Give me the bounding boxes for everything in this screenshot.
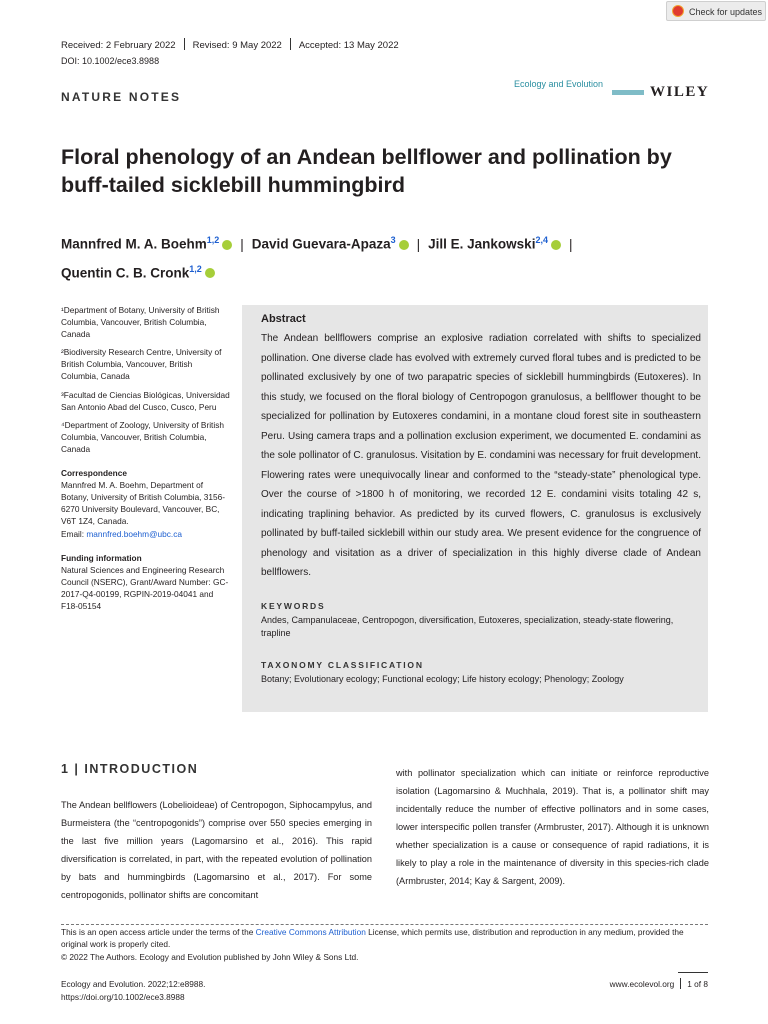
affiliation: ¹Department of Botany, University of British Columbia, Vancouver, British Columbia, Canada bbox=[61, 305, 220, 340]
divider bbox=[680, 978, 681, 989]
check-for-updates-button[interactable]: Check for updates bbox=[666, 1, 766, 21]
copyright: © 2022 The Authors. Ecology and Evolution published by John Wiley & Sons Ltd. bbox=[61, 951, 359, 962]
page-number: 1 of 8 bbox=[687, 979, 708, 989]
funding-heading: Funding information bbox=[61, 552, 142, 563]
keywords-heading: KEYWORDS bbox=[261, 600, 326, 611]
article-title: Floral phenology of an Andean bellflower and pollination by buff-tailed sicklebill hummingbird bbox=[61, 145, 672, 197]
footer-right bbox=[610, 978, 708, 989]
open-access-mark bbox=[612, 90, 644, 95]
abstract-text: The Andean bellflowers comprise an explosive radiation correlated with shifts to specialized pollination. One diverse clade has evolved with extremely curved floral tubes and is predicted to be pollinated exclusively by one of two parapatric species of sicklebill hummingbirds (Eutoxeres). In this study, we focused on the floral biology of Centropogon granulosus, a bellflower thought to be specialized for pollination by Eutoxeres condamini, in a montane cloud forest site in southeastern Peru. Using camera traps and a pollination exclusion experiment, we documented E. condamini as the sole pollinator of C. granulosus. Visitation by E. condamini was necessary for fruit development. Flowering rates were unequivocally linear and conformed to the “steady-state” phenological type. Over the course of >1800 h of monitoring, we recorded 12 E. condamini visits totaling 42 s, indicating traplining behavior. As predicted by its curved flowers, C. granulosus is exclusively pollinated by buff-tailed sicklebill within our study area. We present evidence for the congruence of phenology and visitation as a driver of specialization in this highly diverse clade of Andean bellflowers. bbox=[261, 333, 701, 578]
orcid-icon[interactable] bbox=[399, 240, 409, 250]
email-link[interactable]: mannfred.boehm@ubc.ca bbox=[86, 528, 182, 539]
accepted-date: Accepted: 13 May 2022 bbox=[298, 40, 399, 51]
received-date: Received: 2 February 2022 bbox=[61, 40, 176, 51]
author-affiliation-ref[interactable]: 2,4 bbox=[535, 235, 548, 245]
author-name[interactable]: Quentin C. B. Cronk bbox=[61, 265, 190, 280]
publisher-logo: WILEY bbox=[650, 84, 710, 100]
divider bbox=[290, 38, 291, 50]
author-affiliation-ref[interactable]: 1,2 bbox=[189, 263, 202, 274]
correspondence-heading: Correspondence bbox=[61, 468, 127, 479]
section-heading: 1 | INTRODUCTION bbox=[61, 762, 199, 776]
author-name[interactable]: David Guevara-Apaza bbox=[251, 236, 391, 252]
affiliation: ⁴Department of Zoology, University of British Columbia, Vancouver, British Columbia, Canada bbox=[61, 419, 224, 454]
abstract-heading: Abstract bbox=[261, 313, 306, 325]
footer-rule bbox=[678, 972, 708, 973]
affiliation: ²Biodiversity Research Centre, University of British Columbia, Vancouver, British Columbia, Canada bbox=[61, 347, 222, 382]
divider: | bbox=[416, 236, 421, 252]
journal-logo: Ecology and Evolution bbox=[514, 79, 604, 89]
revised-date: Revised: 9 May 2022 bbox=[192, 40, 282, 51]
crossmark-icon bbox=[672, 5, 684, 17]
cc-license-link[interactable]: Creative Commons Attribution bbox=[255, 927, 366, 937]
correspondence-email-line: Email: mannfred.boehm@ubc.ca bbox=[61, 528, 182, 539]
keywords: Andes, Campanulaceae, Centropogon, diversification, Eutoxeres, specialization, steady-state flowering, trapline bbox=[261, 614, 674, 638]
article-dates bbox=[61, 38, 399, 51]
orcid-icon[interactable] bbox=[205, 268, 215, 278]
footer-citation bbox=[61, 978, 205, 1003]
doi-url[interactable]: https://doi.org/10.1002/ece3.8988 bbox=[61, 991, 185, 1002]
divider: | bbox=[240, 236, 244, 252]
journal-site-link[interactable]: www.ecolevol.org bbox=[609, 979, 675, 989]
intro-column-2: with pollinator specialization which can initiate or reinforce reproductive isolation (Lagomarsino & Muchhala, 2019). That is, a pollinator shift may incidentally reduce the number of effective pollinators and in some cases, lower interspecific pollen transfer (Armbruster, 2017). Although it is unknown whether specialization is a cause or consequence of rapid radiations, it is likely to play a role in the maintenance of diversity in this species-rich clade (Armbruster, 2014; Kay & Sargent, 2009). bbox=[396, 768, 709, 886]
author-name[interactable]: Jill E. Jankowski bbox=[428, 236, 536, 252]
divider: | bbox=[568, 236, 573, 252]
author-affiliation-ref[interactable]: 1,2 bbox=[206, 235, 220, 245]
author-affiliation-ref[interactable]: 3 bbox=[390, 235, 396, 245]
orcid-icon[interactable] bbox=[222, 240, 232, 250]
abstract-content bbox=[261, 313, 701, 686]
affiliation: ³Facultad de Ciencias Biológicas, Universidad San Antonio Abad del Cusco, Cusco, Peru bbox=[61, 389, 230, 412]
section-label: NATURE NOTES bbox=[61, 90, 182, 104]
taxonomy-heading: TAXONOMY CLASSIFICATION bbox=[261, 659, 424, 670]
correspondence-text: Mannfred M. A. Boehm, Department of Botany, University of British Columbia, 3156-6270 University Boulevard, Vancouver, BC, V6T 1Z4, Canada. bbox=[61, 480, 226, 527]
orcid-icon[interactable] bbox=[551, 240, 561, 250]
affiliations-column bbox=[61, 304, 231, 612]
funding-text: Natural Sciences and Engineering Research Council (NSERC), Grant/Award Number: GC-2017-Q4-00199, RGPIN-2019-04041 and F18-05154 bbox=[61, 564, 229, 611]
license-divider bbox=[61, 924, 708, 925]
license-notice: This is an open access article under the terms of the Creative Commons Attribution License, which permits use, distribution and reproduction in any medium, provided the original work is properly cited. © 2022 The Authors. Ecology and Evolution published by John Wiley & Sons Ltd. bbox=[61, 926, 711, 963]
taxonomy: Botany; Evolutionary ecology; Functional ecology; Life history ecology; Phenology; Zoology bbox=[261, 673, 624, 684]
divider bbox=[184, 38, 185, 50]
doi[interactable]: DOI: 10.1002/ece3.8988 bbox=[61, 56, 160, 66]
author-list bbox=[61, 228, 721, 285]
author-name[interactable]: Mannfred M. A. Boehm bbox=[61, 236, 207, 252]
intro-column-1: The Andean bellflowers (Lobelioideae) of Centropogon, Siphocampylus, and Burmeistera (the “centropogonids”) comprise over 550 species emerging in the last five million years (Lagomarsino et al., 2016). This rapid diversification is correlated, in part, with the repeated evolution of pollination by bats and hummingbirds (Lagomarsino et al., 2017). For some centropogonids, pollinator shifts are concomitant bbox=[61, 800, 372, 900]
citation: Ecology and Evolution. 2022;12:e8988. bbox=[61, 979, 206, 989]
